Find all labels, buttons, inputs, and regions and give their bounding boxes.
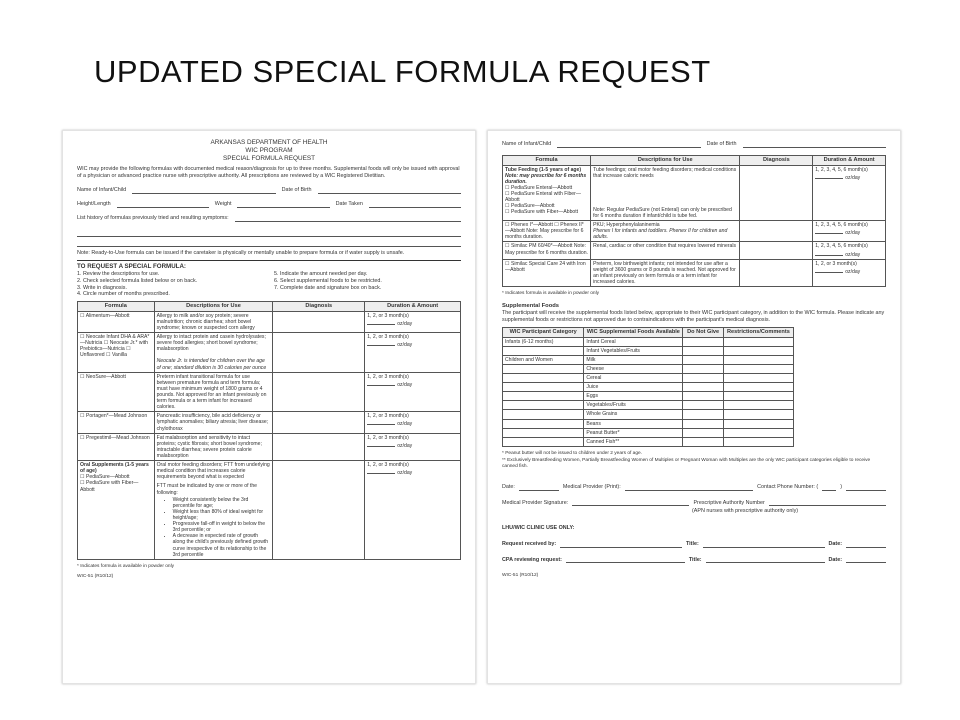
supplemental-heading: Supplemental Foods: [502, 303, 560, 310]
dob-field[interactable]: [743, 141, 886, 148]
date-label: Date:: [828, 540, 842, 547]
table-row: Infant Vegetables/Fruits: [503, 346, 794, 355]
step-item: 1. Review the descriptions for use.: [77, 271, 160, 277]
dob-label: Date of Birth: [706, 141, 737, 148]
col-foods: WIC Supplemental Foods Available: [584, 327, 683, 337]
formula-description: Tube feedings; oral motor feeding disorders; medical conditions that increase caloric needs Note: Regular PediaSure (not Enteral) can only be prescribed for 6 months duration if infant/child is tube fed.: [591, 165, 740, 220]
phone-field[interactable]: [822, 485, 836, 491]
authority-label: Prescriptive Authority Number: [693, 499, 765, 506]
formula-option[interactable]: ☐ Similac PM 60/40*—Abbott Note: May prescribe for 6 months duration.: [503, 242, 591, 259]
name-label: Name of Infant/Child: [77, 186, 127, 193]
date-field[interactable]: [846, 542, 886, 548]
duration-cell[interactable]: 1, 2, 3, 4, 5, 6 month(s) oz/day: [813, 165, 886, 220]
provider-label: Medical Provider (Print):: [562, 483, 621, 490]
formula-option[interactable]: ☐ Similac Special Care 24 with Iron—Abbott: [503, 259, 591, 286]
supplemental-intro: The participant will receive the supplemental foods listed below, appropriate to their WIC participant category, in addition to the WIC formula. Please indicate any supplemental foods or restrictions not approved due to contraindications with the participant's medical diagnosis.: [502, 310, 885, 324]
diagnosis-field[interactable]: [273, 333, 365, 373]
do-not-give-checkbox[interactable]: [683, 355, 724, 364]
supplemental-table: [502, 327, 794, 447]
table-row: [78, 333, 461, 373]
form-code: WIC-51 (R10/12): [502, 573, 539, 579]
table-row: [503, 242, 886, 259]
do-not-give-checkbox[interactable]: [683, 383, 724, 392]
duration-cell[interactable]: 1, 2, or 3 month(s) oz/day: [365, 412, 461, 433]
formula-table-header: [78, 302, 461, 312]
name-dob-row: [502, 141, 886, 148]
weight-label: Weight: [214, 200, 232, 207]
form-page-back: [487, 130, 901, 684]
formula-description: Oral motor feeding disorders; FTT from underlying medical condition that increases calorie requirements beyond what is expected FTT must be indicated by one or more of the following: • Weight consistently below the 3rd percentile for age; • Weight less than 80% of ideal weight for height/age; • Progressive fall-off in weight to below the 3rd percentile; or • A decrease in expected rate of growth along the child's previously defined growth curve irrespective of its relationship to the 3rd percentile: [154, 461, 273, 560]
cpa-field[interactable]: [566, 557, 685, 563]
ftt-criteria-list: [167, 497, 271, 558]
title-label: Title:: [688, 556, 702, 563]
received-field[interactable]: [560, 542, 682, 548]
table-row: [78, 461, 461, 560]
step-item: 7. Complete date and signature box on back.: [274, 284, 382, 291]
restriction-field[interactable]: [724, 392, 794, 401]
signature-field[interactable]: [572, 500, 689, 506]
do-not-give-checkbox[interactable]: [683, 401, 724, 410]
form-front-content: [77, 139, 461, 580]
diagnosis-field[interactable]: [273, 372, 365, 412]
cpa-label: CPA reviewing request:: [502, 556, 562, 563]
table-row: Beans: [503, 419, 794, 428]
restriction-field[interactable]: [724, 337, 794, 346]
restriction-field[interactable]: [724, 401, 794, 410]
history-label: List history of formulas previously tried and resulting symptoms:: [77, 214, 229, 221]
duration-cell[interactable]: 1, 2, or 3 month(s) oz/day: [365, 311, 461, 332]
list-item: • Weight consistently below the 3rd percentile for age;: [173, 497, 271, 509]
duration-cell[interactable]: 1, 2, or 3 month(s) oz/day: [365, 333, 461, 373]
formula-description: Preterm infant transitional formula for use between premature formula and term formula; must have minimum weight of 1800 grams or 4 pounds. Not approved for an infant previously on term formula or a term infant for increased calories.: [154, 372, 273, 412]
formula-table-back: [502, 155, 886, 287]
formula-option[interactable]: ☐ Portagen*—Mead Johnson: [78, 412, 155, 433]
do-not-give-checkbox[interactable]: [683, 373, 724, 382]
formula-description: Allergy to milk and/or soy protein; severe malnutrition; chronic diarrhea; short bowel syndrome; known or suspected corn allergy: [154, 311, 273, 332]
formula-option[interactable]: ☐ NeoSure—Abbott: [78, 372, 155, 412]
cpa-row: [502, 557, 886, 564]
name-label: Name of Infant/Child: [502, 141, 552, 148]
table-row: [503, 165, 886, 220]
steps-heading: TO REQUEST A SPECIAL FORMULA:: [77, 260, 461, 271]
powder-footnote: * Indicates formula is available in powder only: [77, 563, 175, 569]
list-item: • A decrease in expected rate of growth along the child's previously defined growth curve irrespective of its relationship to the 3rd percentile: [173, 533, 271, 557]
col-diagnosis: Diagnosis: [273, 302, 365, 312]
received-row: [502, 541, 886, 548]
history-field[interactable]: [235, 215, 461, 222]
date-field[interactable]: [519, 485, 559, 491]
diagnosis-field[interactable]: [273, 461, 365, 560]
name-dob-row: [77, 187, 461, 194]
powder-footnote: * Indicates formula is available in powder only: [502, 291, 600, 297]
fish-note: ** Exclusively Breastfeeding Women, Partially Breastfeeding Women of Multiples or Pregnant Woman with Multiples are the only WIC participant categories eligible to receive canned fish.: [502, 457, 871, 469]
date-label: Date:: [502, 483, 515, 490]
table-row: Canned Fish**: [503, 437, 794, 446]
col-description: Descriptions for Use: [591, 156, 740, 166]
table-row: Peanut Butter*: [503, 428, 794, 437]
diagnosis-field[interactable]: [273, 433, 365, 460]
steps-list: [77, 271, 461, 298]
history-line-3[interactable]: [77, 239, 461, 247]
authority-field[interactable]: [769, 500, 886, 506]
do-not-give-checkbox[interactable]: [683, 346, 724, 355]
do-not-give-checkbox[interactable]: [683, 428, 724, 437]
restriction-field[interactable]: [724, 373, 794, 382]
formula-description: Preterm, low birthweight infants; not intended for use after a weight of 3600 grams or 8 pounds is reached. Not approved for an infant previously on term formula or a term infant for increased calories.: [591, 259, 740, 286]
col-description: Descriptions for Use: [154, 302, 273, 312]
formula-table-header: [503, 156, 886, 166]
height-field[interactable]: [117, 201, 209, 208]
do-not-give-checkbox[interactable]: [683, 364, 724, 373]
diagnosis-field[interactable]: [740, 242, 813, 259]
do-not-give-checkbox[interactable]: [683, 410, 724, 419]
do-not-give-checkbox[interactable]: [683, 437, 724, 446]
table-row: Eggs: [503, 392, 794, 401]
peanut-note: * Peanut butter will not be issued to children under 2 years of age.: [502, 450, 642, 456]
restriction-field[interactable]: [724, 428, 794, 437]
table-row: [78, 433, 461, 460]
signature-label: Medical Provider Signature:: [502, 499, 569, 506]
col-formula: Formula: [78, 302, 155, 312]
provider-row: [502, 484, 886, 491]
restriction-field[interactable]: [724, 346, 794, 355]
table-row: Juice: [503, 383, 794, 392]
supplemental-table-header: [503, 327, 794, 337]
step-item: 5. Indicate the amount needed per day.: [274, 271, 368, 277]
diagnosis-field[interactable]: [273, 412, 365, 433]
dob-field[interactable]: [318, 187, 461, 194]
date-field[interactable]: [846, 557, 886, 563]
diagnosis-field[interactable]: [740, 165, 813, 220]
do-not-give-checkbox[interactable]: [683, 419, 724, 428]
table-row: [78, 372, 461, 412]
list-item: • Weight less than 80% of ideal weight for height/age;: [173, 509, 271, 521]
received-label: Request received by:: [502, 540, 557, 547]
oral-supplement-options[interactable]: Oral Supplements (1-5 years of age) ☐ PediaSure—Abbott ☐ PediaSure with Fiber—Abbott: [78, 461, 155, 560]
table-row: Whole Grains: [503, 410, 794, 419]
name-field[interactable]: [557, 141, 700, 148]
table-row: [503, 259, 886, 286]
form-header: [77, 139, 461, 163]
formula-option[interactable]: ☐ Alimentum—Abbott: [78, 311, 155, 332]
formula-description: Pancreatic insufficiency, bile acid deficiency or lymphatic anomalies; biliary atresia; liver disease; chylothorax: [154, 412, 273, 433]
ready-to-use-note: Note: Ready-to-Use formula can be issued if the caretaker is physically or mentally unable to prepare formula or if water supply is unsafe.: [77, 249, 405, 256]
table-row: Children and Women Milk: [503, 355, 794, 364]
duration-cell[interactable]: 1, 2, or 3 month(s) oz/day: [365, 433, 461, 460]
intro-text: WIC may provide the following formulas with documented medical reason/diagnosis for up to three months. Supplemental foods will only be issued with approval of a physician or advanced practice nurse with prescriptive authority. All prescriptions are reviewed by a WIC Registered Dietitian.: [77, 166, 460, 179]
title-label: Title:: [685, 540, 699, 547]
formula-option[interactable]: ☐ Neocate Infant DHA & ARA*—Nutricia ☐ Neocate Jr.* with Prebiotics—Nutricia ☐ Unflavored ☐ Vanilla: [78, 333, 155, 373]
form-code: WIC-51 (R10/12): [77, 573, 114, 579]
name-field[interactable]: [132, 187, 275, 194]
restriction-field[interactable]: [724, 383, 794, 392]
history-row: [77, 215, 461, 222]
formula-option[interactable]: ☐ Phenex I*—Abbott ☐ Phenex II*—Abbott Note: May prescribe for 6 months duration.: [503, 221, 591, 242]
col-category: WIC Participant Category: [503, 327, 584, 337]
tube-feeding-options[interactable]: Tube Feeding (1-5 years of age) Note: may prescribe for 6 months duration. ☐ PediaSure Enteral—Abbott ☐ PediaSure Enteral with Fiber—Abbott ☐ PediaSure—Abbott ☐ PediaSure with Fiber—Abbott: [503, 165, 591, 220]
date-taken-field[interactable]: [369, 201, 461, 208]
agency-name: ARKANSAS DEPARTMENT OF HEALTH: [210, 139, 328, 146]
contact-end: ): [840, 483, 842, 490]
provider-field[interactable]: [625, 485, 753, 491]
restriction-field[interactable]: [724, 364, 794, 373]
col-restrictions: Restrictions/Comments: [724, 327, 794, 337]
table-row: Cereal: [503, 373, 794, 382]
do-not-give-checkbox[interactable]: [683, 337, 724, 346]
duration-cell[interactable]: 1, 2, 3, 4, 5, 6 month(s) oz/day: [813, 221, 886, 242]
diagnosis-field[interactable]: [740, 259, 813, 286]
col-diagnosis: Diagnosis: [740, 156, 813, 166]
step-item: 3. Write in diagnosis.: [77, 284, 127, 291]
contact-label: Contact Phone Number: (: [757, 483, 819, 490]
col-duration: Duration & Amount: [813, 156, 886, 166]
restriction-field[interactable]: [724, 355, 794, 364]
dob-label: Date of Birth: [281, 186, 312, 193]
col-do-not-give: Do Not Give: [683, 327, 724, 337]
col-formula: Formula: [503, 156, 591, 166]
duration-cell[interactable]: 1, 2, 3, 4, 5, 6 month(s) oz/day: [813, 242, 886, 259]
diagnosis-field[interactable]: [273, 311, 365, 332]
date-taken-label: Date Taken: [335, 200, 363, 207]
step-item: 4. Circle number of months prescribed.: [77, 291, 170, 298]
duration-cell[interactable]: 1, 2, or 3 month(s) oz/day: [365, 372, 461, 412]
table-row: Infants (6-12 months) Infant Cereal: [503, 337, 794, 346]
height-label: Height/Length: [77, 200, 111, 207]
table-row: [78, 311, 461, 332]
title-field[interactable]: [703, 542, 825, 548]
duration-cell[interactable]: 1, 2, or 3 month(s) oz/day: [813, 259, 886, 286]
formula-description: PKU; Hyperphenylalaninemia Phenex I for infants and toddlers. Phenex II for children and adults.: [591, 221, 740, 242]
formula-option[interactable]: ☐ Pregestimil—Mead Johnson: [78, 433, 155, 460]
signature-row: [502, 500, 886, 507]
formula-description: Renal, cardiac or other condition that requires lowered minerals: [591, 242, 740, 259]
date-label: Date:: [828, 556, 842, 563]
program-name: WIC PROGRAM: [245, 147, 293, 154]
clinic-heading: LHU/WIC CLINIC USE ONLY:: [502, 525, 575, 532]
formula-description: Fat malabsorption and sensitivity to intact proteins; cystic fibrosis; short bowel syndrome; intractable diarrhea; severe protein calorie malabsorption: [154, 433, 273, 460]
formula-table: [77, 301, 461, 560]
slide-title: UPDATED SPECIAL FORMULA REQUEST: [94, 54, 711, 89]
weight-field[interactable]: [237, 201, 329, 208]
col-duration: Duration & Amount: [365, 302, 461, 312]
do-not-give-checkbox[interactable]: [683, 392, 724, 401]
list-item: • Progressive fall-off in weight to below the 3rd percentile; or: [173, 521, 271, 533]
table-row: Cheese: [503, 364, 794, 373]
authority-note: (APN nurses with prescriptive authority only): [692, 508, 799, 515]
measure-row: [77, 201, 461, 208]
title-field[interactable]: [706, 557, 825, 563]
diagnosis-field[interactable]: [740, 221, 813, 242]
restriction-field[interactable]: [724, 410, 794, 419]
step-item: 2. Check selected formula listed below or on back.: [77, 277, 198, 284]
table-row: [503, 221, 886, 242]
restriction-field[interactable]: [724, 437, 794, 446]
table-row: [78, 412, 461, 433]
step-item: 6. Select supplemental foods to be restricted.: [274, 277, 382, 284]
form-page-front: [62, 130, 476, 684]
duration-cell[interactable]: 1, 2, or 3 month(s) oz/day: [365, 461, 461, 560]
formula-description: Allergy to intact protein and casein hydrolysates; severe food allergies; short bowel syndrome; malabsorption Neocate Jr. is intended for children over the age of one; standard dilution is 30 calories per ounce: [154, 333, 273, 373]
phone-number-field[interactable]: [846, 485, 886, 491]
history-line-2[interactable]: [77, 229, 461, 237]
form-title: SPECIAL FORMULA REQUEST: [222, 155, 316, 162]
form-back-content: [502, 139, 886, 579]
table-row: Vegetables/Fruits: [503, 401, 794, 410]
restriction-field[interactable]: [724, 419, 794, 428]
